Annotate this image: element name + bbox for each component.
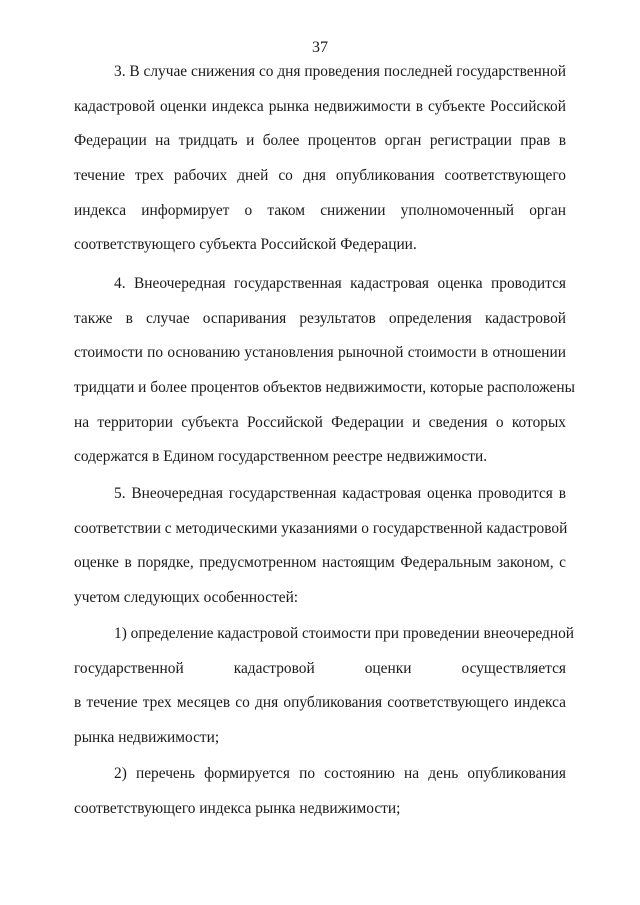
text-line: стоимости по основанию установления рыночной стоимости в отношении bbox=[74, 344, 566, 362]
text-line: оценке в порядке, предусмотренном настоящим Федеральным законом, с bbox=[74, 554, 566, 572]
text-line: соответствующего индекса рынка недвижимости; bbox=[74, 799, 401, 817]
text-line: индекса информирует о таком снижении уполномоченный орган bbox=[74, 201, 566, 219]
text-line: 3. В случае снижения со дня проведения последней государственной bbox=[114, 63, 566, 80]
paragraph-5-item-2 bbox=[74, 764, 566, 833]
text-line: соответствии с методическими указаниями о государственной кадастровой bbox=[74, 519, 568, 537]
text-line: в течение трех месяцев со дня опубликования соответствующего индекса bbox=[74, 694, 566, 712]
paragraph-5-item-1 bbox=[74, 624, 574, 763]
text-line: тридцати и более процентов объектов недвижимости, которые расположены bbox=[74, 379, 575, 397]
text-line: 1) определение кадастровой стоимости при проведении внеочередной bbox=[114, 625, 574, 642]
text-line: государственной кадастровой оценки осуществляется bbox=[74, 659, 566, 677]
text-line: 5. Внеочередная государственная кадастровая оценка проводится в bbox=[114, 485, 566, 502]
text-line: Федерации на тридцать и более процентов орган регистрации прав в bbox=[74, 132, 566, 150]
text-line: рынка недвижимости; bbox=[74, 729, 220, 747]
paragraph-5 bbox=[74, 484, 566, 623]
text-line: 2) перечень формируется по состоянию на день опубликования bbox=[114, 765, 566, 782]
text-line: соответствующего субъекта Российской Федерации. bbox=[74, 236, 417, 254]
text-line: кадастровой оценки индекса рынка недвижимости в субъекте Российской bbox=[74, 97, 566, 115]
text-line: 4. Внеочередная государственная кадастровая оценка проводится bbox=[114, 275, 566, 292]
text-line: также в случае оспаривания результатов определения кадастровой bbox=[74, 309, 566, 327]
paragraph-3 bbox=[74, 62, 566, 270]
text-line: на территории субъекта Российской Федерации и сведения о которых bbox=[74, 413, 566, 431]
paragraph-4 bbox=[74, 274, 575, 482]
text-line: течение трех рабочих дней со дня опубликования соответствующего bbox=[74, 167, 566, 185]
text-line: содержатся в Едином государственном реестре недвижимости. bbox=[74, 448, 488, 466]
page-number: 37 bbox=[312, 39, 328, 56]
text-line: учетом следующих особенностей: bbox=[74, 589, 299, 607]
